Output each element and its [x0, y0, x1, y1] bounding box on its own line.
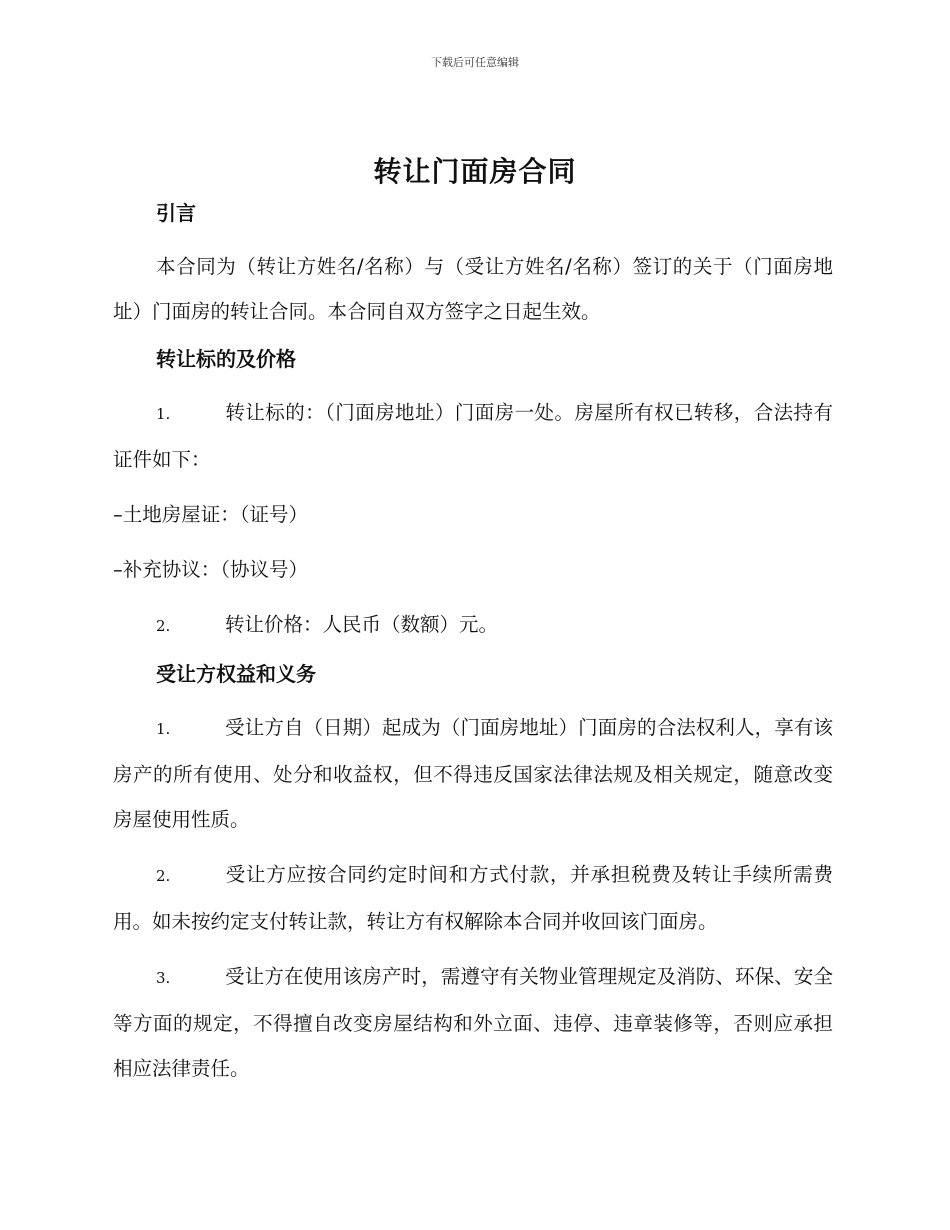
section-heading-transferee: 受让方权益和义务 — [156, 662, 316, 686]
item-number: 3. — [156, 969, 171, 987]
document-title: 转让门面房合同 — [373, 155, 577, 188]
transferee-item-2 — [113, 852, 833, 944]
transferee-item-3 — [113, 954, 833, 1091]
subject-item-1 — [113, 390, 833, 482]
item-number: 1. — [156, 720, 171, 738]
section-heading-intro: 引言 — [156, 201, 196, 225]
section-heading-subject: 转让标的及价格 — [156, 347, 296, 371]
subject-item-2 — [113, 602, 833, 649]
item-number: 2. — [156, 617, 171, 635]
item-text: 转让标的：（门面房地址）门面房一处。房屋所有权已转移，合法持有证件如下： — [113, 401, 833, 471]
item-text: 受让方应按合同约定时间和方式付款，并承担税费及转让手续所需费用。如未按约定支付转让款，转让方有权解除本合同并收回该门面房。 — [113, 863, 833, 933]
document-body — [113, 198, 833, 1091]
item-text: 转让价格：人民币（数额）元。 — [225, 613, 499, 636]
transferee-item-1 — [113, 705, 833, 842]
subject-bullet-2: –补充协议：（协议号） — [113, 558, 309, 581]
item-text: 受让方自（日期）起成为（门面房地址）门面房的合法权利人，享有该房产的所有使用、处分和收益权，但不得违反国家法律法规及相关规定，随意改变房屋使用性质。 — [113, 716, 833, 831]
intro-paragraph: 本合同为（转让方姓名/名称）与（受让方姓名/名称）签订的关于（门面房地址）门面房的转让合同。本合同自双方签字之日起生效。 — [113, 255, 833, 323]
item-number: 2. — [156, 867, 171, 885]
subject-bullet-1: –土地房屋证：（证号） — [113, 503, 309, 526]
item-number: 1. — [156, 405, 171, 423]
header-note: 下载后可任意编辑 — [431, 56, 519, 69]
item-text: 受让方在使用该房产时，需遵守有关物业管理规定及消防、环保、安全等方面的规定，不得擅自改变房屋结构和外立面、违停、违章装修等，否则应承担相应法律责任。 — [113, 965, 833, 1080]
